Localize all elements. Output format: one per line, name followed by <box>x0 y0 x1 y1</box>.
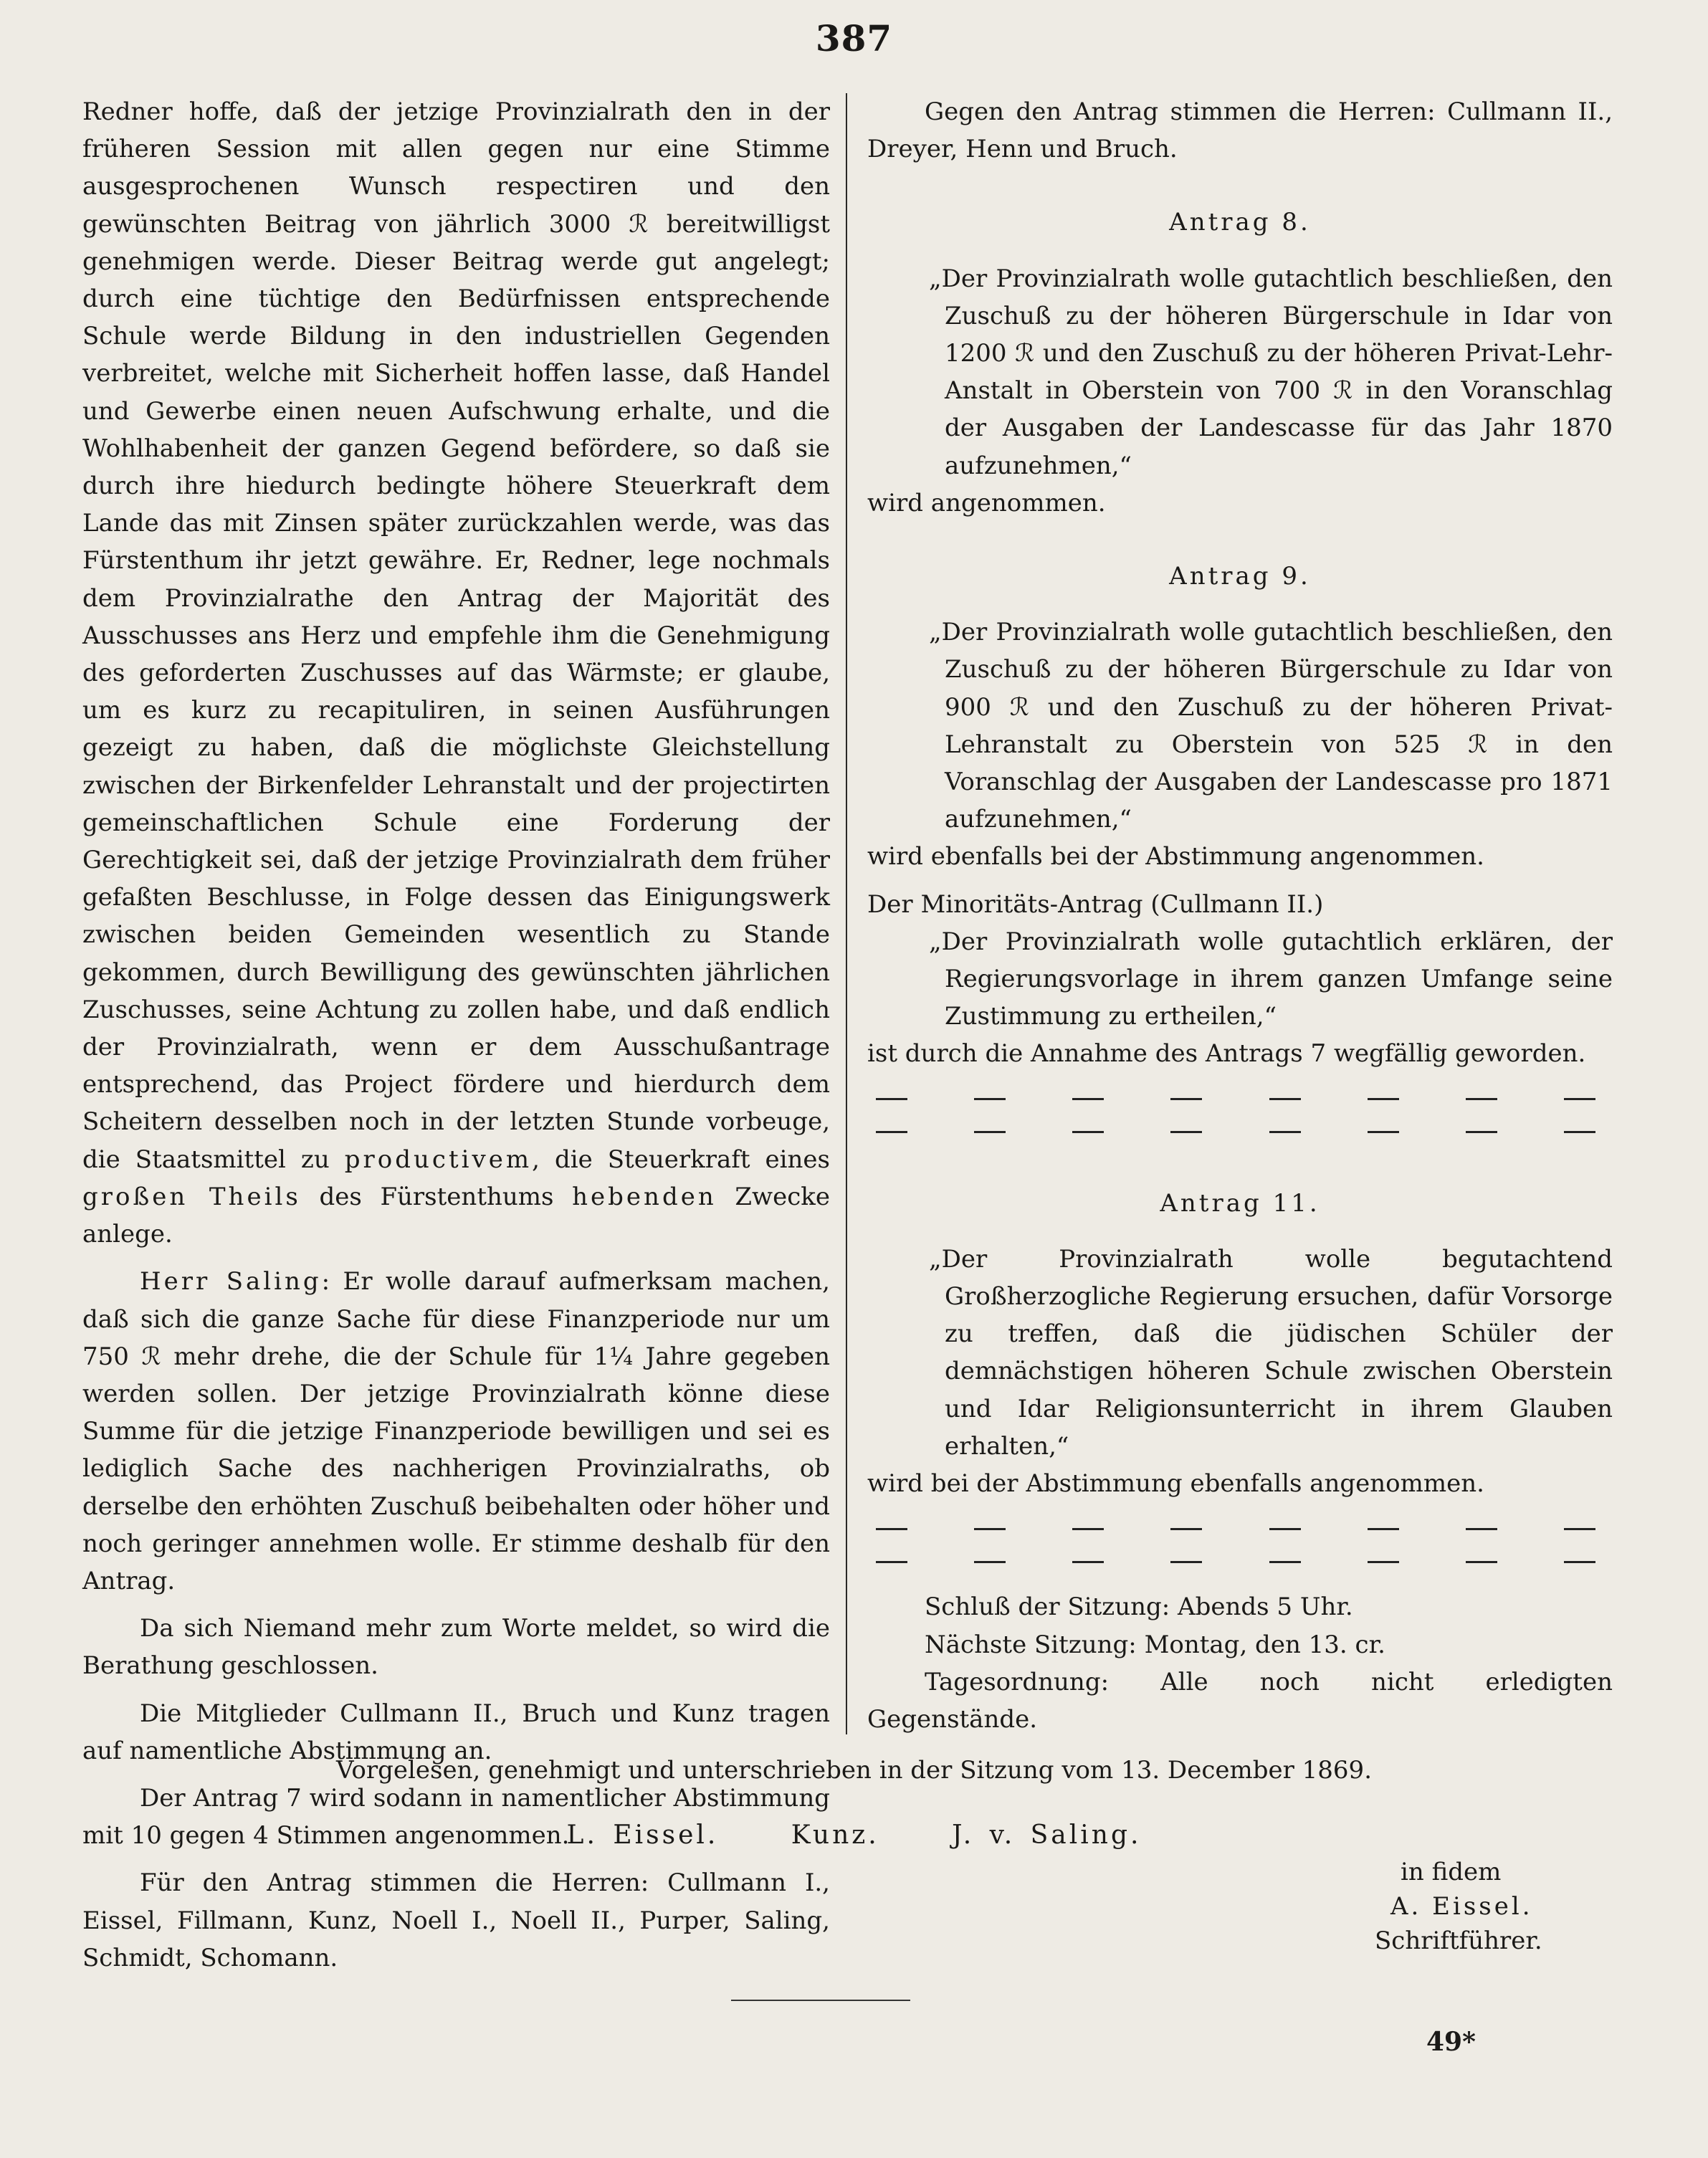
antrag-9-heading: Antrag 9. <box>1169 562 1311 591</box>
antrag-9-result: wird ebenfalls bei der Abstimmung angenommen. <box>867 842 1484 872</box>
secretary-title: Schriftführer. <box>1375 1927 1542 1955</box>
votes-for: Für den Antrag stimmen die Herren: Cullmann I., Eissel, Fillmann, Kunz, Noell I., Noell II., Purper, Saling, Schmidt, Schomann. <box>82 1868 830 1972</box>
signer-name: Kunz. <box>791 1820 879 1850</box>
debate-closed: Da sich Niemand mehr zum Worte meldet, so wird die Berathung geschlossen. <box>82 1614 830 1681</box>
signer-name: J. v. Saling. <box>952 1820 1142 1850</box>
next-session: Nächste Sitzung: Montag, den 13. cr. <box>925 1630 1385 1659</box>
right-column <box>867 93 1613 1738</box>
roll-call-request: Die Mitglieder Cullmann II., Bruch und Kunz tragen auf namentliche Abstimmung an. <box>82 1699 830 1765</box>
signoff-line: Vorgelesen, genehmigt und unterschrieben in der Sitzung vom 13. December 1869. <box>336 1756 1372 1785</box>
antrag-11-result: wird bei der Abstimmung ebenfalls angenommen. <box>867 1469 1484 1499</box>
saling-paragraph: Herr Saling: Er wolle darauf aufmerksam machen, daß sich die ganze Sache für diese Finanzperiode nur um 750 ℛ mehr drehe, die der Schule für 1¼ Jahre gegeben werden sollen. Der jetzige Provinzialrath könne diese Summe für die jetzige Finanzperiode bewilligen und sei es lediglich Sache des nachherigen Provinzialraths, ob derselbe den erhöhten Zuschuß beibehalten oder höher und noch geringer annehmen wolle. Er stimme deshalb für den Antrag. <box>82 1267 830 1595</box>
speech-paragraph: Redner hoffe, daß der jetzige Provinzialrath den in der früheren Session mit allen gegen nur eine Stimme ausgesprochenen Wunsch respectiren und den gewünschten Beitrag von jährlich 3000 ℛ bereitwilligst genehmigen werde. Dieser Beitrag werde gut angelegt; durch eine tüchtige den Bedürfnissen entsprechende Schule werde Bildung in den industriellen Gegenden verbreitet, welche mit Sicherheit hoffen lasse, daß Handel und Gewerbe einen neuen Aufschwung erhalte, und die Wohlhabenheit der ganzen Gegend befördere, so daß sie durch ihre hiedurch bedingte höhere Steuerkraft dem Lande das mit Zinsen später zurückzahlen werde, was das Fürstenthum ihr jetzt gewähre. Er, Redner, lege nochmals dem Provinzialrathe den Antrag der Majorität des Ausschusses ans Herz und empfehle ihm die Genehmigung des geforderten Zuschusses auf das Wärmste; er glaube, um es kurz zu recapituliren, in seinen Ausführungen gezeigt zu haben, daß die möglichste Gleichstellung zwischen der Birkenfelder Lehranstalt und der projectirten gemeinschaftlichen Schule eine Forderung der Gerechtigkeit sei, daß der jetzige Provinzialrath dem früher gefaßten Beschlusse, in Folge dessen das Einigungswerk zwischen beiden Gemeinden wesentlich zu Stande gekommen, durch Bewilligung des gewünschten jährlichen Zuschusses, seine Achtung zu zollen habe, und daß endlich der Provinzialrath, wenn er dem Ausschußantrage entsprechend, das Project fördere und hierdurch dem Scheitern desselben noch in der letzten Stunde vorbeuge, die Staatsmittel zu productivem, die Steuerkraft eines großen Theils des Fürstenthums hebenden Zwecke anlege. <box>82 97 831 1249</box>
antrag-9-text: „Der Provinzialrath wolle gutachtlich beschließen, den Zuschuß zu der höheren Bürgerschule zu Idar von 900 ℛ und den Zuschuß zu der höheren Privat-Lehranstalt zu Oberstein von 525 ℛ in den Voranschlag der Ausgaben der Landescasse pro 1871 aufzunehmen,“ <box>929 618 1613 834</box>
antrag-8-heading: Antrag 8. <box>1169 208 1311 237</box>
session-closing: Schluß der Sitzung: Abends 5 Uhr. <box>925 1593 1353 1622</box>
antrag-8-result: wird angenommen. <box>867 488 1106 517</box>
minority-intro: Der Minoritäts-Antrag (Cullmann II.) <box>867 889 1324 919</box>
signature-mark: 49* <box>1426 2027 1476 2057</box>
left-column <box>82 93 830 1977</box>
minority-text: „Der Provinzialrath wolle gutachtlich erklären, der Regierungsvorlage in ihrem ganzen Umfange seine Zustimmung zu ertheilen,“ <box>929 927 1613 1031</box>
antrag-8-text: „Der Provinzialrath wolle gutachtlich beschließen, den Zuschuß zu der höheren Bürgerschule in Idar von 1200 ℛ und den Zuschuß zu der höheren Privat-Lehr-Anstalt in Oberstein von 700 ℛ in den Voranschlag der Ausgaben der Landescasse für das Jahr 1870 aufzunehmen,“ <box>929 264 1613 480</box>
agenda: Tagesordnung: Alle noch nicht erledigten Gegenstände. <box>867 1667 1613 1734</box>
speaker-name: Herr Saling <box>140 1267 322 1297</box>
footer-rule <box>731 2000 910 2001</box>
page-number: 387 <box>815 17 893 59</box>
antrag-11-heading: Antrag 11. <box>1160 1188 1320 1218</box>
antrag-11-text: „Der Provinzialrath wolle begutachtend Großherzogliche Regierung ersuchen, dafür Vorsorge zu treffen, daß die jüdischen Schüler der demnächstigen höheren Schule zwischen Oberstein und Idar Religionsunterricht in ihrem Glauben erhalten,“ <box>929 1244 1613 1461</box>
votes-against: Gegen den Antrag stimmen die Herren: Cullmann II., Dreyer, Henn und Bruch. <box>867 97 1613 164</box>
minority-result: ist durch die Annahme des Antrags 7 wegfällig geworden. <box>867 1039 1586 1069</box>
signers <box>0 1820 1708 1850</box>
secretary-block <box>1362 1855 1606 1958</box>
separator-dashes <box>867 1512 1613 1578</box>
signer-name: L. Eissel. <box>566 1820 719 1850</box>
vote-result: Der Antrag 7 wird sodann in namentlicher Abstimmung mit 10 gegen 4 Stimmen angenommen. <box>82 1783 830 1851</box>
omission-dashes <box>867 1083 1613 1149</box>
column-divider <box>846 93 847 1734</box>
in-fidem: in fidem <box>1401 1858 1502 1886</box>
secretary-name: A. Eissel. <box>1390 1892 1533 1921</box>
